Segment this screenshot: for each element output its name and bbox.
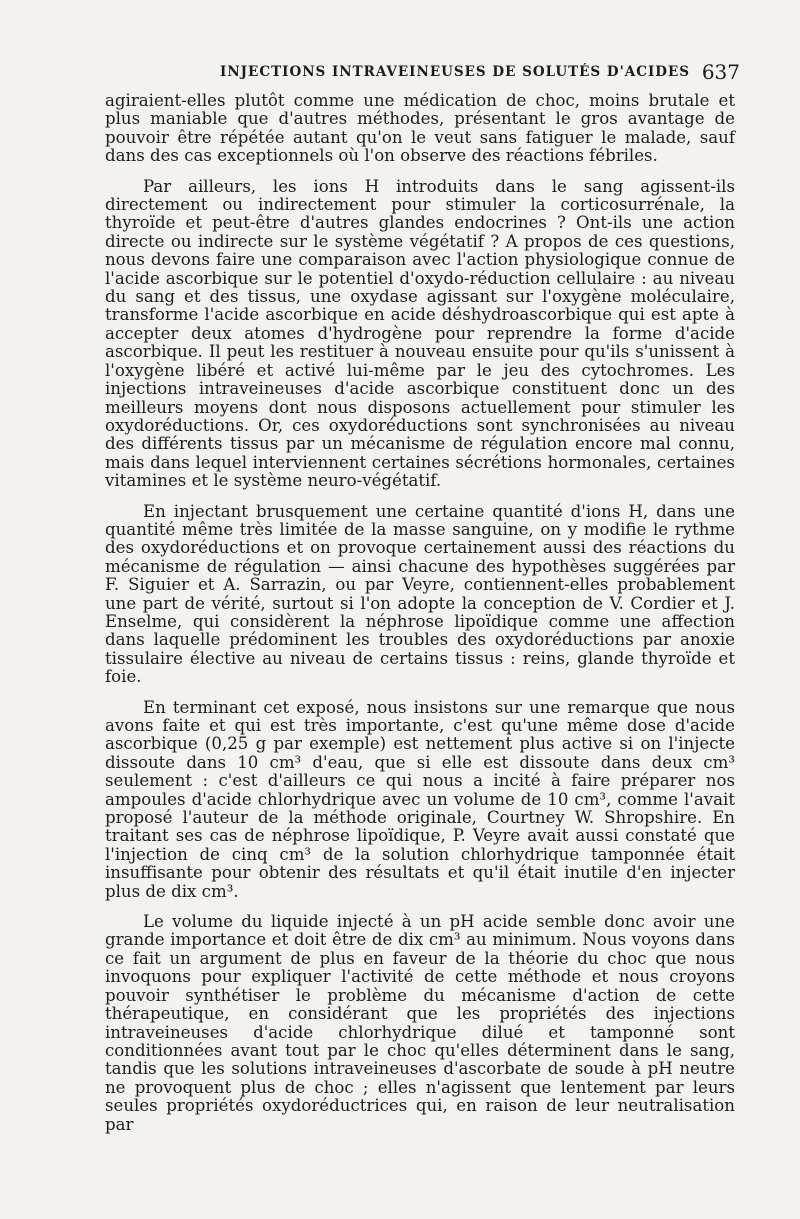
paragraph: Par ailleurs, les ions H introduits dans le sang agissent-ils directement ou indirectement pour stimuler la corticosurrénale, la thyroïde et peut-être d'autres glandes endocrines ? Ont-ils une action directe ou indirecte sur le système végétatif ? A propos de ces questions, nous devons faire une comparaison avec l'action physiologique connue de l'acide ascorbique sur le potentiel d'oxydo-réduction cellulaire : au niveau du sang et des tissus, une oxydase agissant sur l'oxygène moléculaire, transforme l'acide ascorbique en acide déshydroascorbique qui est apte à accepter deux atomes d'hydrogène pour reprendre la forme d'acide ascorbique. Il peut les restituer à nouveau ensuite pour qu'ils s'unissent à l'oxygène libéré et activé lui-même par le jeu des cytochromes. Les injections intraveineuses d'acide ascorbique constituent donc un des meilleurs moyens dont nous disposons actuellement pour stimuler les oxydoréductions. Or, ces oxydoréductions sont synchronisées au niveau des différents tissus par un mécanisme de régulation encore mal connu, mais dans lequel interviennent certaines sécrétions hormonales, certaines vitamines et le système neuro-végétatif. bbox=[105, 176, 735, 491]
paragraph: Le volume du liquide injecté à un pH acide semble donc avoir une grande importance et doit être de dix cm³ au minimum. Nous voyons dans ce fait un argument de plus en faveur de la théorie du choc que nous invoquons pour expliquer l'activité de cette méthode et nous croyons pouvoir synthétiser le problème du mécanisme d'action de cette thérapeutique, en considérant que les propriétés des injections intraveineuses d'acide chlorhydrique dilué et tamponné sont conditionnées avant tout par le choc qu'elles déterminent dans le sang, tandis que les solutions intraveineuses d'ascorbate de soude à pH neutre ne provoquent plus de choc ; elles n'agissent que lentement par leurs seules propriétés oxydoréductrices qui, en raison de leur neutralisation par bbox=[105, 912, 735, 1134]
running-title: INJECTIONS INTRAVEINEUSES DE SOLUTÉS D'ACIDES bbox=[220, 64, 691, 80]
paragraph: agiraient-elles plutôt comme une médication de choc, moins brutale et plus maniable que d'autres méthodes, présentant le gros avantage de pouvoir être répétée autant qu'on le veut sans fatiguer le malade, sauf dans des cas exceptionnels où l'on observe des réactions fébriles. bbox=[105, 91, 735, 166]
paragraph: En injectant brusquement une certaine quantité d'ions H, dans une quantité même très limitée de la masse sanguine, on y modifie le rythme des oxydoréductions et on provoque certainement aussi des réactions du mécanisme de régulation — ainsi chacune des hypothèses suggérées par F. Siguier et A. Sarrazin, ou par Veyre, contiennent-elles probablement une part de vérité, surtout si l'on adopte la conception de V. Cordier et J. Enselme, qui considèrent la néphrose lipoïdique comme une affection dans laquelle prédominent les troubles des oxydoréductions par anoxie tissulaire élective au niveau de certains tissus : reins, glande thyroïde et foie. bbox=[105, 501, 735, 687]
page-header bbox=[100, 60, 740, 90]
page-number: 637 bbox=[701, 60, 740, 84]
paragraph: En terminant cet exposé, nous insistons sur une remarque que nous avons faite et qui est très importante, c'est qu'une même dose d'acide ascorbique (0,25 g par exemple) est nettement plus active si on l'injecte dissoute dans 10 cm³ d'eau, que si elle est dissoute dans deux cm³ seulement : c'est d'ailleurs ce qui nous a incité à faire préparer nos ampoules d'acide chlorhydrique avec un volume de 10 cm³, comme l'avait proposé l'auteur de la méthode originale, Courtney W. Shropshire. En traitant ses cas de néphrose lipoïdique, P. Veyre avait aussi constaté que l'injection de cinq cm³ de la solution chlorhydrique tamponnée était insuffisante pour obtenir des résultats et qu'il était inutile d'en injecter plus de dix cm³. bbox=[105, 697, 735, 901]
body-text bbox=[105, 92, 735, 1146]
